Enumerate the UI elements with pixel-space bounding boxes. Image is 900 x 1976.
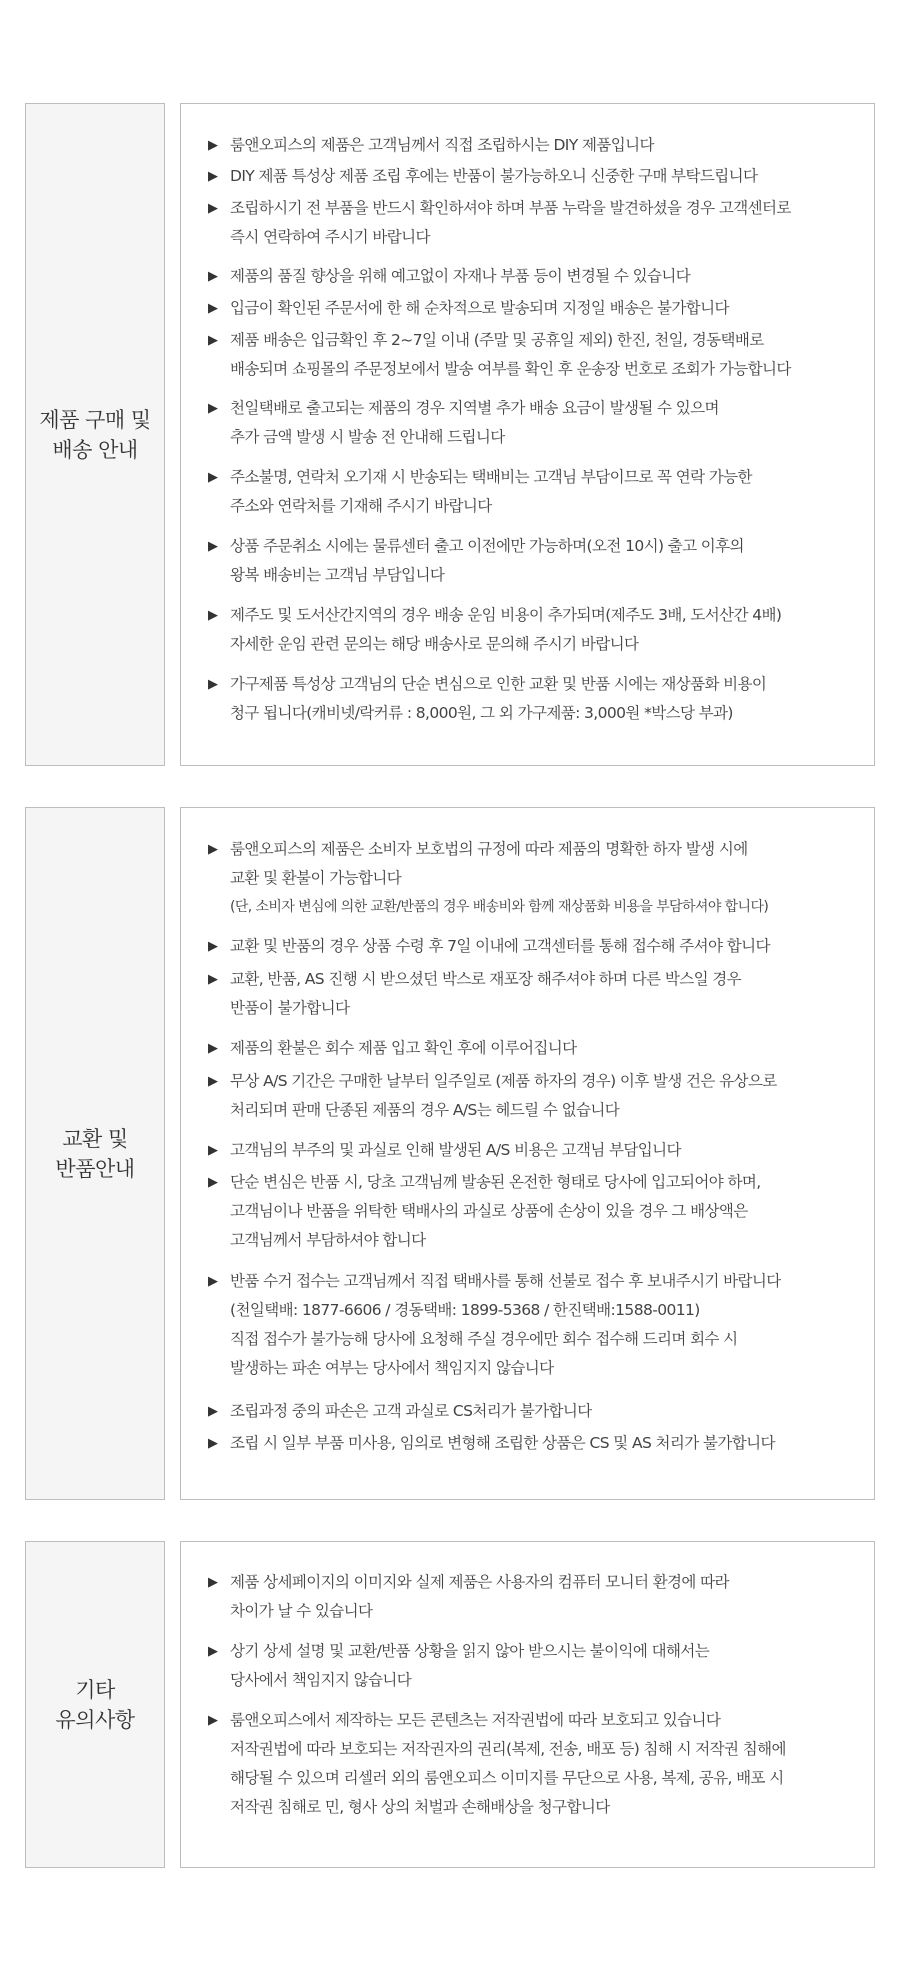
bullet-icon: ▶ bbox=[208, 269, 218, 284]
bullet-icon: ▶ bbox=[208, 939, 218, 954]
bullet-icon: ▶ bbox=[208, 333, 218, 348]
section-other-notes bbox=[25, 1541, 875, 1868]
bullet-icon: ▶ bbox=[208, 1713, 218, 1728]
bullet-icon: ▶ bbox=[208, 470, 218, 485]
section-exchange-return bbox=[25, 807, 875, 1500]
bullet-icon: ▶ bbox=[208, 401, 218, 416]
bullet-icon: ▶ bbox=[208, 539, 218, 554]
section-label-box bbox=[25, 807, 165, 1500]
bullet-icon: ▶ bbox=[208, 1274, 218, 1289]
section-label-box bbox=[25, 103, 165, 766]
bullet-icon: ▶ bbox=[208, 138, 218, 153]
bullet-icon: ▶ bbox=[208, 1644, 218, 1659]
bullet-icon: ▶ bbox=[208, 842, 218, 857]
bullet-icon: ▶ bbox=[208, 608, 218, 623]
notice-list: ▶ 제품 상세페이지의 이미지와 실제 제품은 사용자의 컴퓨터 모니터 환경에 따라 차이가 날 수 있습니다 ▶ 상기 상세 설명 및 교환/반품 상황을 읽지 않아 받으시는 불이익에 대해서는 당사에서 책임지지 않습니다 ▶ 룸앤오피스에서 제작하는 모든 콘텐츠는 저작권법에 따라 보호되고 있습니다 저작권법에 따라 보호되는 저작권자의 권리(복제, 전송, 배포 등) 침해 시 저작권 침해에 해당될 수 있으며 리셀러 외의 룸앤오피스 이미지를 무단으로 사용, 복제, 공유, 배포 시 저작권 침해로 민, 형사 상의 처벌과 손해배상을 청구합니다 bbox=[180, 1541, 875, 1868]
notice-list: ▶ 룸앤오피스의 제품은 소비자 보호법의 규정에 따라 제품의 명확한 하자 발생 시에 교환 및 환불이 가능합니다 (단, 소비자 변심에 의한 교환/반품의 경우 배송비와 함께 재상품화 비용을 부담하셔야 합니다) ▶ 교환 및 반품의 경우 상품 수령 후 7일 이내에 고객센터를 통해 접수해 주셔야 합니다 ▶ 교환, 반품, AS 진행 시 받으셨던 박스로 재포장 해주셔야 하며 다른 박스일 경우 반품이 불가합니다 ▶ 제품의 환불은 회수 제품 입고 확인 후에 이루어집니다 ▶ 무상 A/S 기간은 구매한 날부터 일주일로 (제품 하자의 경우) 이후 발생 건은 유상으로 처리되며 판매 단종된 제품의 경우 A/S는 헤드릴 수 없습니다 ▶ 고객님의 부주의 및 과실로 인해 발생된 A/S 비용은 고객님 부담입니다 ▶ 단순 변심은 반품 시, 당초 고객님께 발송된 온전한 형태로 당사에 입고되어야 하며, 고객님이나 반품을 위탁한 택배사의 과실로 상품에 손상이 있을 경우 그 배상액은 고객님께서 부담하셔야 합니다 ▶ 반품 수거 접수는 고객님께서 직접 택배사를 통해 선불로 접수 후 보내주시기 바랍니다 (천일택배: 1877-6606 / 경동택배: 1899-5368 / 한진택배:1588-0011) 직접 접수가 불가능해 당사에 요청해 주실 경우에만 회수 접수해 드리며 회수 시 발생하는 파손 여부는 당사에서 책임지지 않습니다 ▶ 조립과정 중의 파손은 고객 과실로 CS처리가 불가합니다 ▶ 조립 시 일부 부품 미사용, 임의로 변형해 조립한 상품은 CS 및 AS 처리가 불가합니다 bbox=[180, 807, 875, 1500]
bullet-icon: ▶ bbox=[208, 1074, 218, 1089]
bullet-icon: ▶ bbox=[208, 1041, 218, 1056]
section-title: 교환 및 반품안내 bbox=[55, 1126, 135, 1181]
bullet-icon: ▶ bbox=[208, 1436, 218, 1451]
section-title: 제품 구매 및 배송 안내 bbox=[39, 407, 151, 462]
bullet-icon: ▶ bbox=[208, 972, 218, 987]
bullet-icon: ▶ bbox=[208, 169, 218, 184]
bullet-icon: ▶ bbox=[208, 301, 218, 316]
note-text: (단, 소비자 변심에 의한 교환/반품의 경우 배송비와 함께 재상품화 비용을 부담하셔야 합니다) bbox=[230, 899, 769, 915]
section-purchase-delivery bbox=[25, 103, 875, 766]
bullet-icon: ▶ bbox=[208, 1404, 218, 1419]
bullet-icon: ▶ bbox=[208, 1175, 218, 1190]
bullet-icon: ▶ bbox=[208, 677, 218, 692]
section-title: 기타 유의사항 bbox=[55, 1677, 135, 1732]
bullet-icon: ▶ bbox=[208, 1575, 218, 1590]
notice-list: ▶ 룸앤오피스의 제품은 고객님께서 직접 조립하시는 DIY 제품입니다 ▶ DIY 제품 특성상 제품 조립 후에는 반품이 불가능하오니 신중한 구매 부탁드립니다 ▶ 조립하시기 전 부품을 반드시 확인하셔야 하며 부품 누락을 발견하셨을 경우 고객센터로 즉시 연락하여 주시기 바랍니다 ▶ 제품의 품질 향상을 위해 예고없이 자재나 부품 등이 변경될 수 있습니다 ▶ 입금이 확인된 주문서에 한 해 순차적으로 발송되며 지정일 배송은 불가합니다 ▶ 제품 배송은 입금확인 후 2~7일 이내 (주말 및 공휴일 제외) 한진, 천일, 경동택배로 배송되며 쇼핑몰의 주문정보에서 발송 여부를 확인 후 운송장 번호로 조회가 가능합니다 ▶ 천일택배로 출고되는 제품의 경우 지역별 추가 배송 요금이 발생될 수 있으며 추가 금액 발생 시 발송 전 안내해 드립니다 ▶ 주소불명, 연락처 오기재 시 반송되는 택배비는 고객님 부담이므로 꼭 연락 가능한 주소와 연락처를 기재해 주시기 바랍니다 ▶ 상품 주문취소 시에는 물류센터 출고 이전에만 가능하며(오전 10시) 출고 이후의 왕복 배송비는 고객님 부담입니다 ▶ 제주도 및 도서산간지역의 경우 배송 운임 비용이 추가되며(제주도 3배, 도서산간 4배) 자세한 운임 관련 문의는 해당 배송사로 문의해 주시기 바랍니다 ▶ 가구제품 특성상 고객님의 단순 변심으로 인한 교환 및 반품 시에는 재상품화 비용이 청구 됩니다(캐비넷/락커류 : 8,000원, 그 외 가구제품: 3,000원 *박스당 부과) bbox=[180, 103, 875, 766]
section-label-box bbox=[25, 1541, 165, 1868]
bullet-icon: ▶ bbox=[208, 1143, 218, 1158]
bullet-icon: ▶ bbox=[208, 201, 218, 216]
